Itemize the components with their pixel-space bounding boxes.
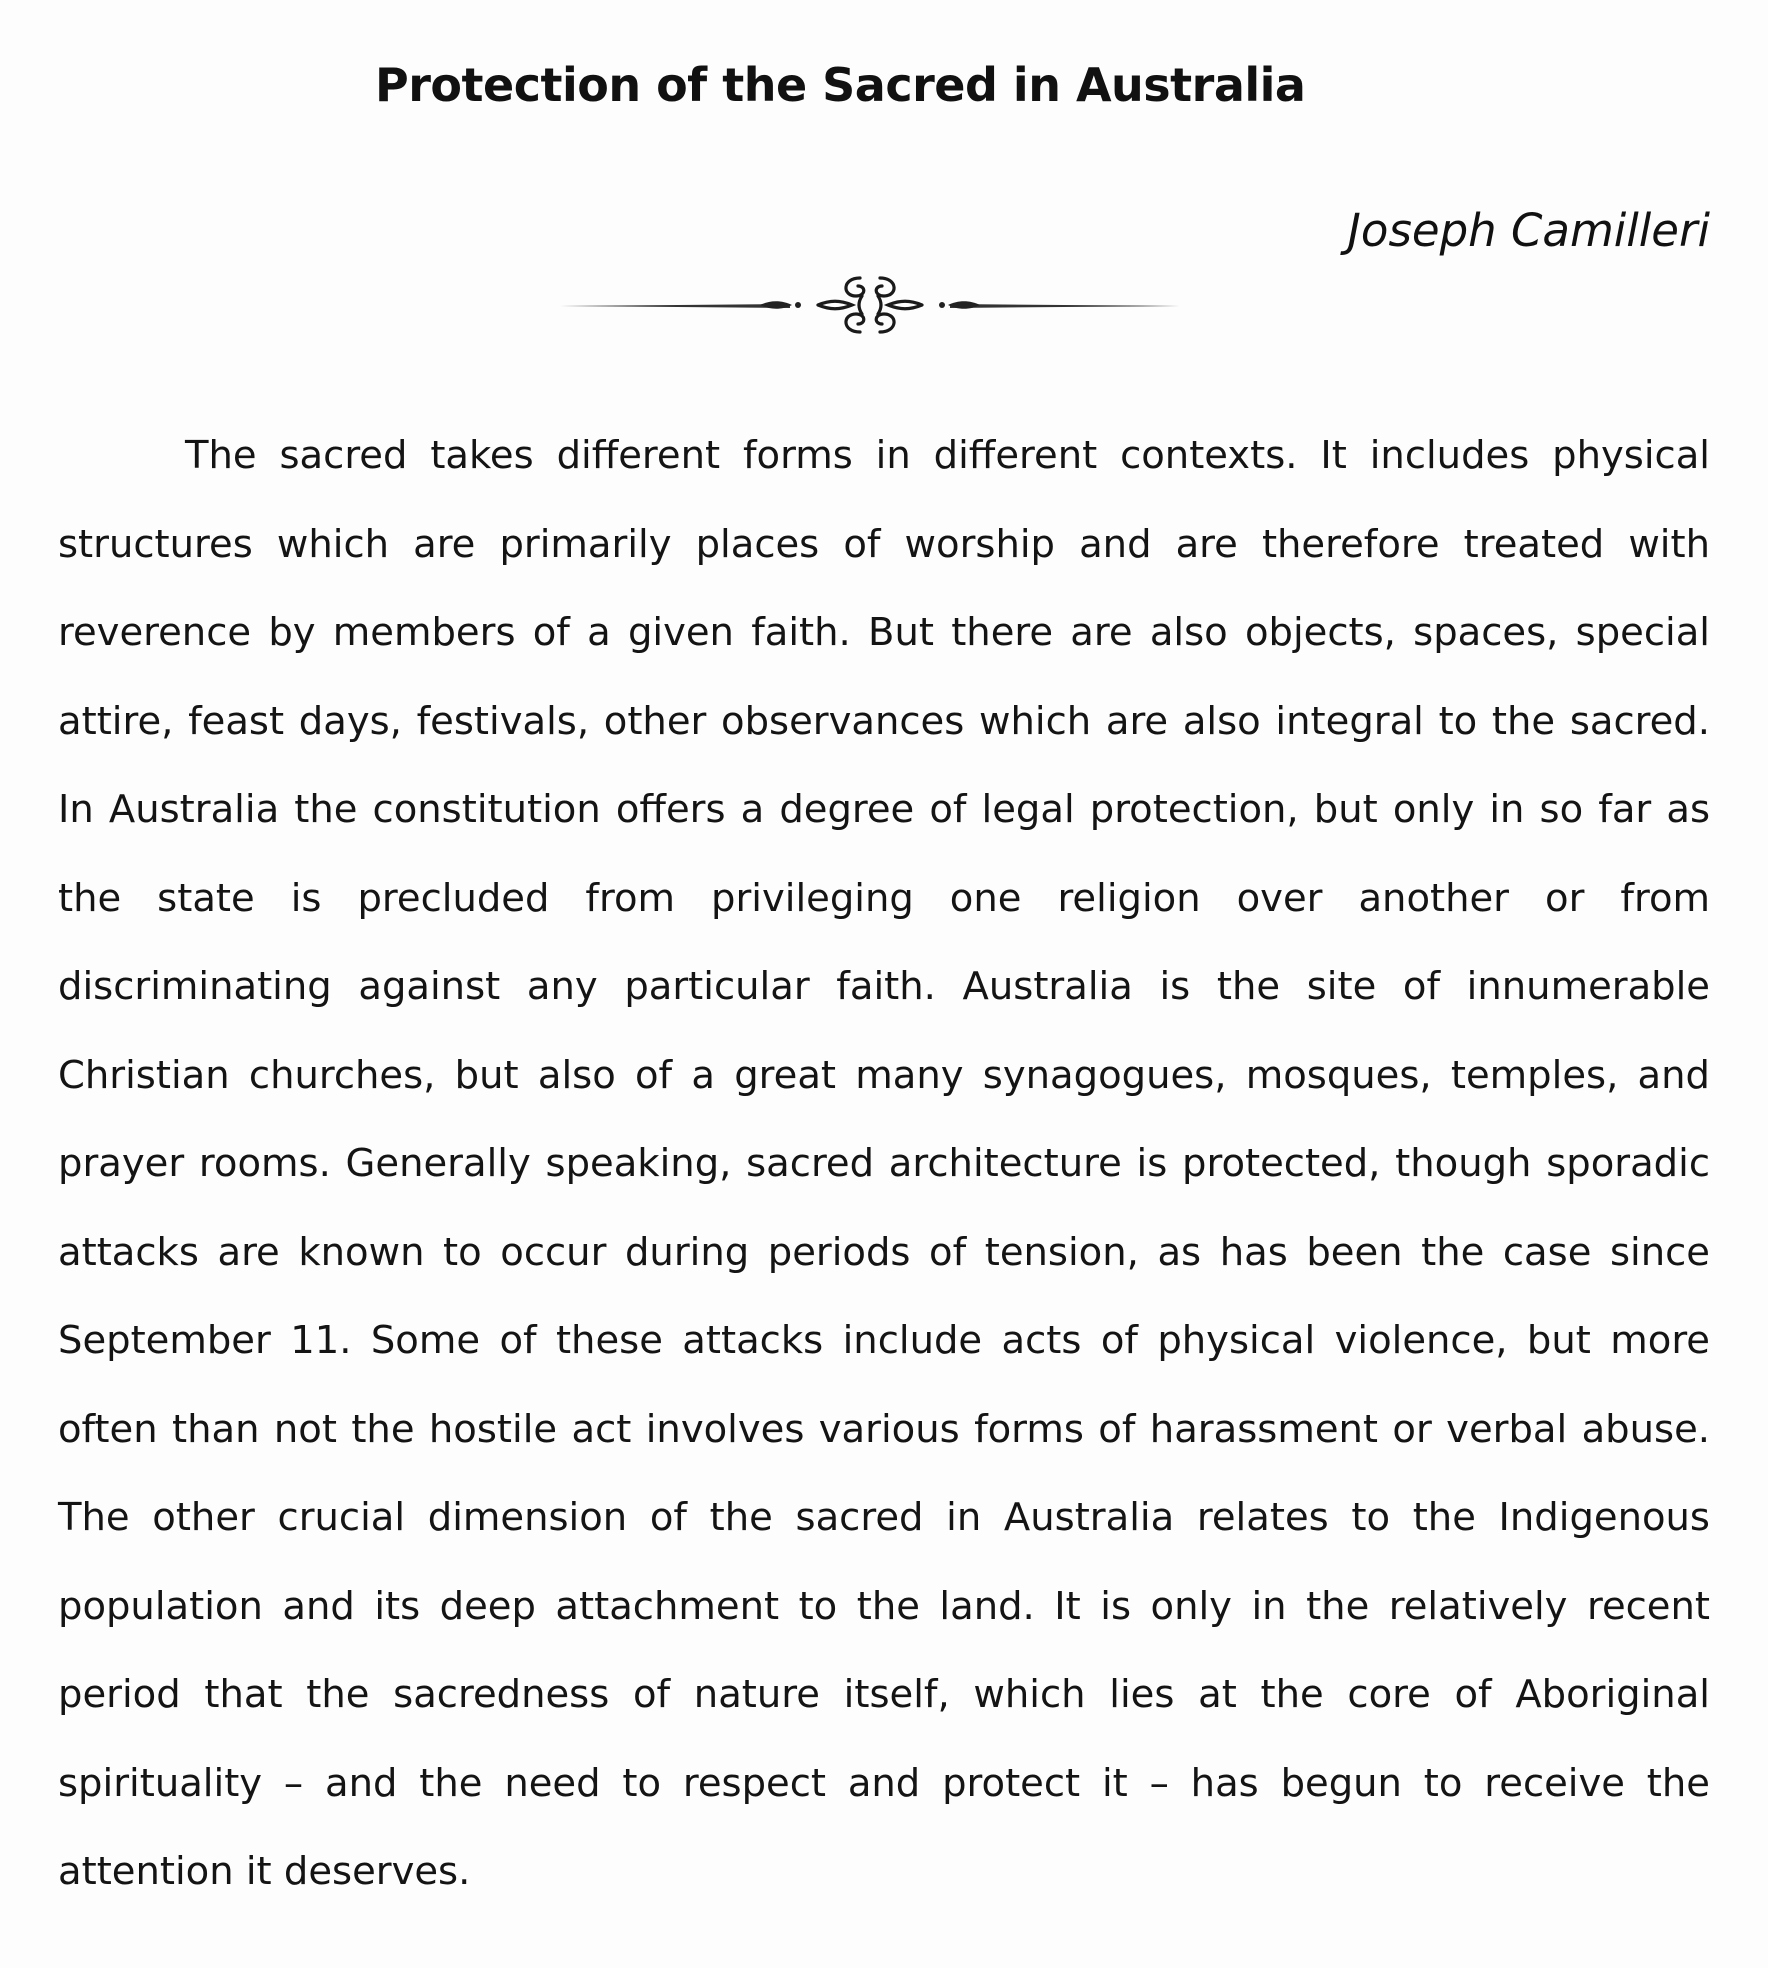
author-name: Joseph Camilleri (1347, 204, 1710, 257)
body-paragraph: The sacred takes different forms in different contexts. It includes physical structures which are primarily places of worship and are therefore treated with reverence by members of a given faith. But there are also objects, spaces, special attire, feast days, festivals, other observances which are also integral to the sacred. In Australia the constitution offers a degree of legal protection, but only in so far as the state is precluded from privileging one religion over another or from discriminating against any particular faith. Australia is the site of innumerable Christian churches, but also of a great many synagogues, mosques, temples, and prayer rooms. Generally speaking, sacred architecture is protected, though sporadic attacks are known to occur during periods of tension, as has been the case since September 11. Some of these attacks include acts of physical violence, but more often than not the hostile act involves various forms of harassment or verbal abuse. The other crucial dimension of the sacred in Australia relates to the Indigenous population and its deep attachment to the land. It is only in the relatively recent period that the sacredness of nature itself, which lies at the core of Aboriginal spirituality – and the need to respect and protect it – has begun to receive the attention it deserves. (58, 433, 1710, 1894)
document-title: Protection of the Sacred in Australia (375, 58, 1306, 112)
scroll-ornament-divider-icon (560, 270, 1180, 346)
